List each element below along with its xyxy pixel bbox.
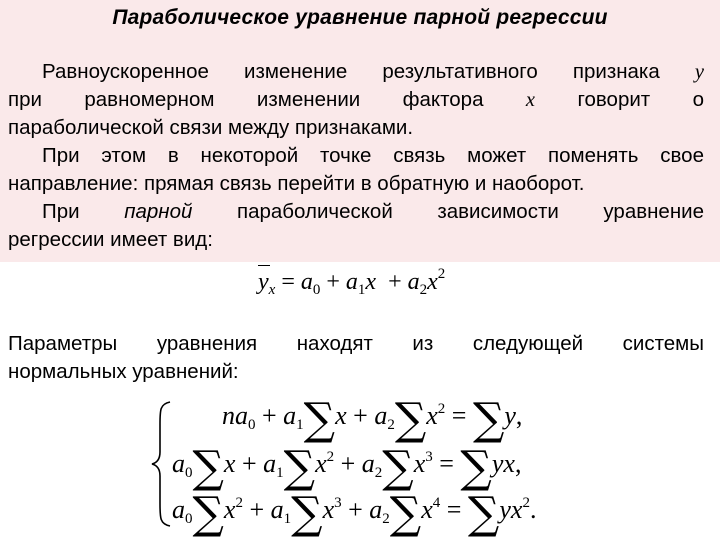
paragraph-normal-equations [8, 330, 704, 358]
paragraph1-line1 [8, 58, 704, 86]
paragraph4-line1: Параметры уравнения находят из следующей системы [8, 332, 704, 355]
normal-equation-3: $a_0\sum x^2 + a_1\sum x^3 + a_2\sum x^4 = \sum yx^2$. [172, 488, 537, 539]
paragraph3-text-b: параболической зависимости уравнение [236, 200, 705, 223]
paragraph1-line2-text-b: говорит о [577, 88, 705, 111]
paragraph3-text-a: При [42, 200, 80, 223]
paragraph4-line2: нормальных уравнений: [8, 360, 239, 383]
normal-equation-2: $a_0\sum x + a_1\sum x^2 + a_2\sum x^3 = \sum yx$, [172, 442, 522, 493]
paragraph1-line2-text-a: при равномерном изменении фактора [8, 88, 484, 111]
normal-equation-1: $na_0 + a_1\sum x + a_2\sum x^2 = \sum y$, [222, 394, 523, 445]
paragraph3-emphasis: парной [124, 200, 193, 223]
paragraph-pair-dependence [8, 198, 704, 226]
slide-title: Параболическое уравнение парной регрессии [112, 6, 608, 29]
paragraph1-line3: параболической связи между признаками. [8, 116, 414, 139]
paragraph3-line2: регрессии имеет вид: [8, 228, 213, 251]
paragraph3-line1 [8, 198, 704, 226]
paragraph2-line1: При этом в некоторой точке связь может поменять свое [42, 144, 704, 167]
system-brace [150, 400, 174, 528]
paragraph2-line2: направление: прямая связь перейти в обратную и наоборот. [8, 172, 585, 195]
paragraph-parabolic-relation [8, 58, 704, 114]
paragraph1-line2 [8, 86, 704, 114]
variable-x: x [525, 89, 536, 111]
regression-equation: y $_x = a_0 + a_1x + a_2x^2$ [258, 266, 446, 298]
paragraph1-line1-text: Равноускоренное изменение результативного признака [42, 60, 660, 83]
variable-y: y [694, 61, 705, 83]
paragraph-direction-change [8, 142, 704, 170]
